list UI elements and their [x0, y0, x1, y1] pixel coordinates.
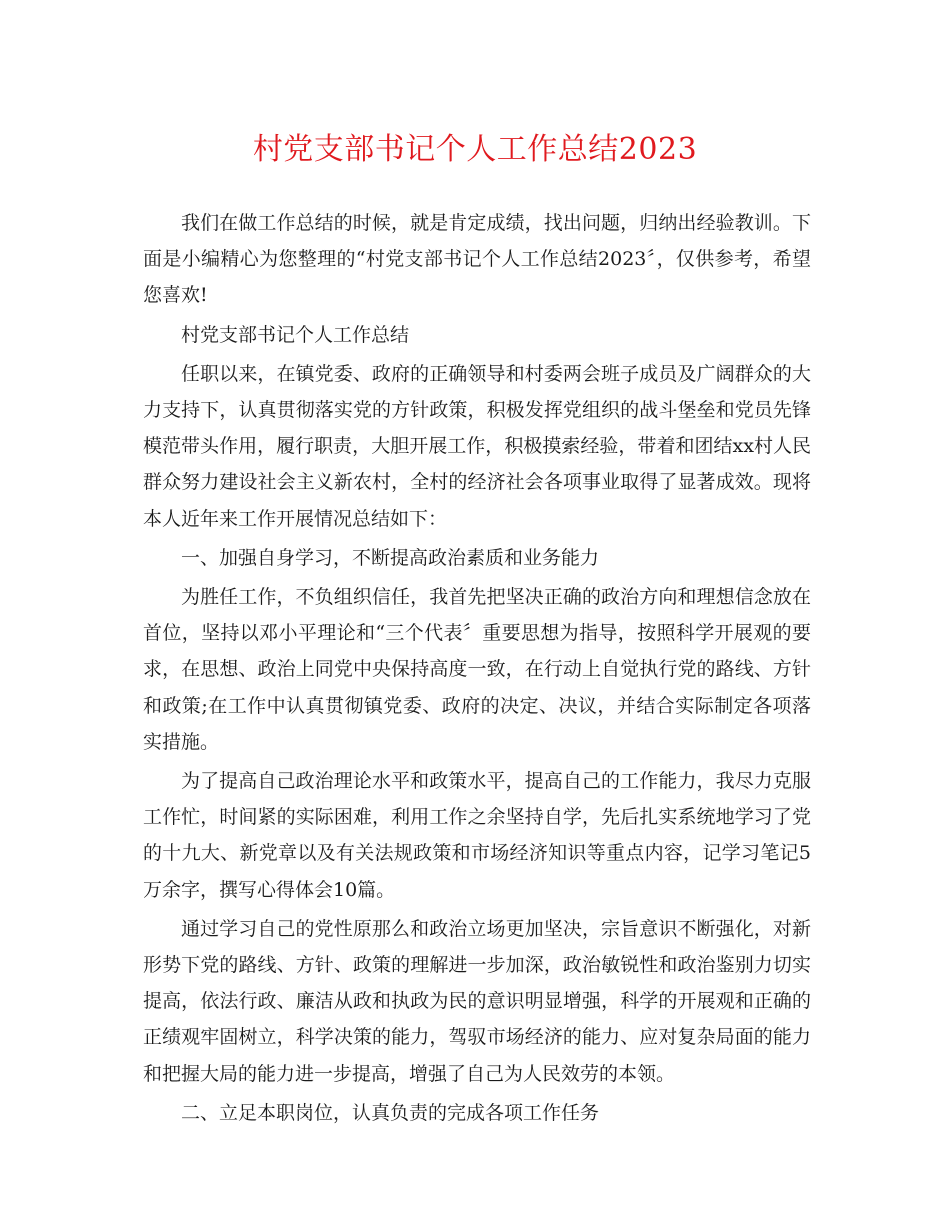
paragraph-subtitle: 村党支部书记个人工作总结	[181, 323, 410, 346]
section-heading-2: 二、立足本职岗位，认真负责的完成各项工作任务	[181, 1101, 600, 1124]
section-heading-1: 一、加强自身学习，不断提高政治素质和业务能力	[181, 546, 600, 569]
document-title: 村党支部书记个人工作总结2023	[252, 132, 698, 167]
paragraph-political-direction: 为胜任工作，不负组织信任，我首先把坚决正确的政治方向和理想信念放在首位，坚持以邓小平理论和“三个代表〞重要思想为指导，按照科学开展观的要求，在思想、政治上同党中央保持高度一致，在行动上自觉执行党的路线、方针和政策;在工作中认真贯彻镇党委、政府的决定、决议，并结合实际制定各项落实措施。	[143, 586, 811, 753]
paragraph-overview: 任职以来，在镇党委、政府的正确领导和村委两会班子成员及广阔群众的大力支持下，认真贯彻落实党的方针政策，积极发挥党组织的战斗堡垒和党员先锋模范带头作用，履行职责，大胆开展工作，积极摸索经验，带着和团结xx村人民群众努力建设社会主义新农村，全村的经济社会各项事业取得了显著成效。现将本人近年来工作开展情况总结如下：	[143, 362, 811, 530]
paragraph-self-study: 为了提高自己政治理论水平和政策水平，提高自己的工作能力，我尽力克服工作忙，时间紧的实际困难，利用工作之余坚持自学，先后扎实系统地学习了党的十九大、新党章以及有关法规政策和市场经济知识等重点内容，记学习笔记5万余字，撰写心得体会10篇。	[143, 770, 811, 901]
paragraph-intro: 我们在做工作总结的时候，就是肯定成绩，找出问题，归纳出经验教训。下面是小编精心为您整理的“村党支部书记个人工作总结2023〞，仅供参考，希望您喜欢!	[143, 212, 811, 307]
paragraph-study-results: 通过学习自己的党性原那么和政治立场更加坚决，宗旨意识不断强化，对新形势下党的路线、方针、政策的理解进一步加深，政治敏锐性和政治鉴别力切实提高，依法行政、廉洁从政和执政为民的意识明显增强，科学的开展观和正确的正绩观牢固树立，科学决策的能力，驾驭市场经济的能力、应对复杂局面的能力和把握大局的能力进一步提高，增强了自己为人民效劳的本领。	[143, 917, 811, 1085]
document-body	[143, 205, 811, 1131]
